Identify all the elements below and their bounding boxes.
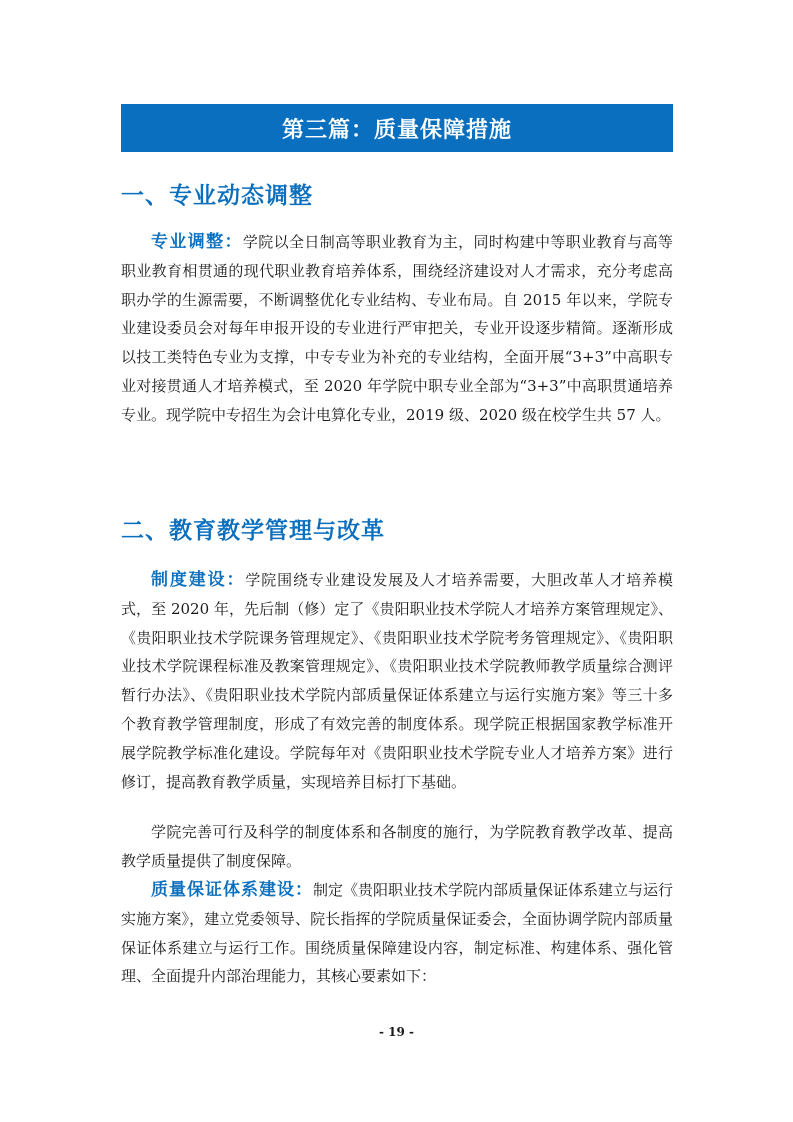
chapter-title-banner xyxy=(121,104,673,152)
paragraph-quality-assurance xyxy=(121,876,673,991)
paragraph-system-summary xyxy=(121,818,673,876)
chapter-title: 第三篇：质量保障措施 xyxy=(281,117,512,143)
section-heading-2: 二、教育教学管理与改革 xyxy=(121,518,385,544)
section-heading-1: 一、专业动态调整 xyxy=(121,183,313,209)
paragraph-system-building xyxy=(121,566,673,796)
paragraph-major-adjustment xyxy=(121,228,673,430)
paragraph-text: 学院完善可行及科学的制度体系和各制度的施行，为学院教育教学改革、提高教学质量提供了制度保障。 xyxy=(121,823,673,870)
paragraph-lead: 质量保证体系建设： xyxy=(151,880,313,900)
paragraph-lead: 制度建设： xyxy=(151,570,246,590)
page-number: - 19 - xyxy=(378,1025,414,1039)
paragraph-text: 学院围绕专业建设发展及人才培养需要，大胆改革人才培养模式，至 2020 年，先后制（修）定了《贵阳职业技术学院人才培养方案管理规定》、《贵阳职业技术学院课务管理规定》、《贵阳职业技术学院考务管理规定》、《贵阳职业技术学院课程标准及教案管理规定》、《贵阳职业技术学院教师教学质量综合测评暂行办法》、《贵阳职业技术学院内部质量保证体系建立与运行实施方案》等三十多个教育教学管理制度，形成了有效完善的制度体系。现学院正根据国家教学标准开展学院教学标准化建设。学院每年对《贵阳职业技术学院专业人才培养方案》进行修订，提高教育教学质量，实现培养目标打下基础。 xyxy=(121,571,673,791)
paragraph-lead: 专业调整： xyxy=(151,232,243,252)
paragraph-text: 学院以全日制高等职业教育为主，同时构建中等职业教育与高等职业教育相贯通的现代职业教育培养体系，围绕经济建设对人才需求，充分考虑高职办学的生源需要，不断调整优化专业结构、专业布局。自 2015 年以来，学院专业建设委员会对每年申报开设的专业进行严审把关，专业开设逐步精简。逐渐形成以技工类特色专业为支撑，中专专业为补充的专业结构，全面开展“3+3”中高职专业对接贯通人才培养模式，至 2020 年学院中职专业全部为“3+3”中高职贯通培养专业。现学院中专招生为会计电算化专业，2019 级、2020 级在校学生共 57 人。 xyxy=(121,233,673,424)
paragraph-text: 制定《贵阳职业技术学院内部质量保证体系建立与运行实施方案》，建立党委领导、院长指挥的学院质量保证委会，全面协调学院内部质量保证体系建立与运行工作。围绕质量保障建设内容，制定标准、构建体系、强化管理、全面提升内部治理能力，其核心要素如下： xyxy=(121,881,674,986)
